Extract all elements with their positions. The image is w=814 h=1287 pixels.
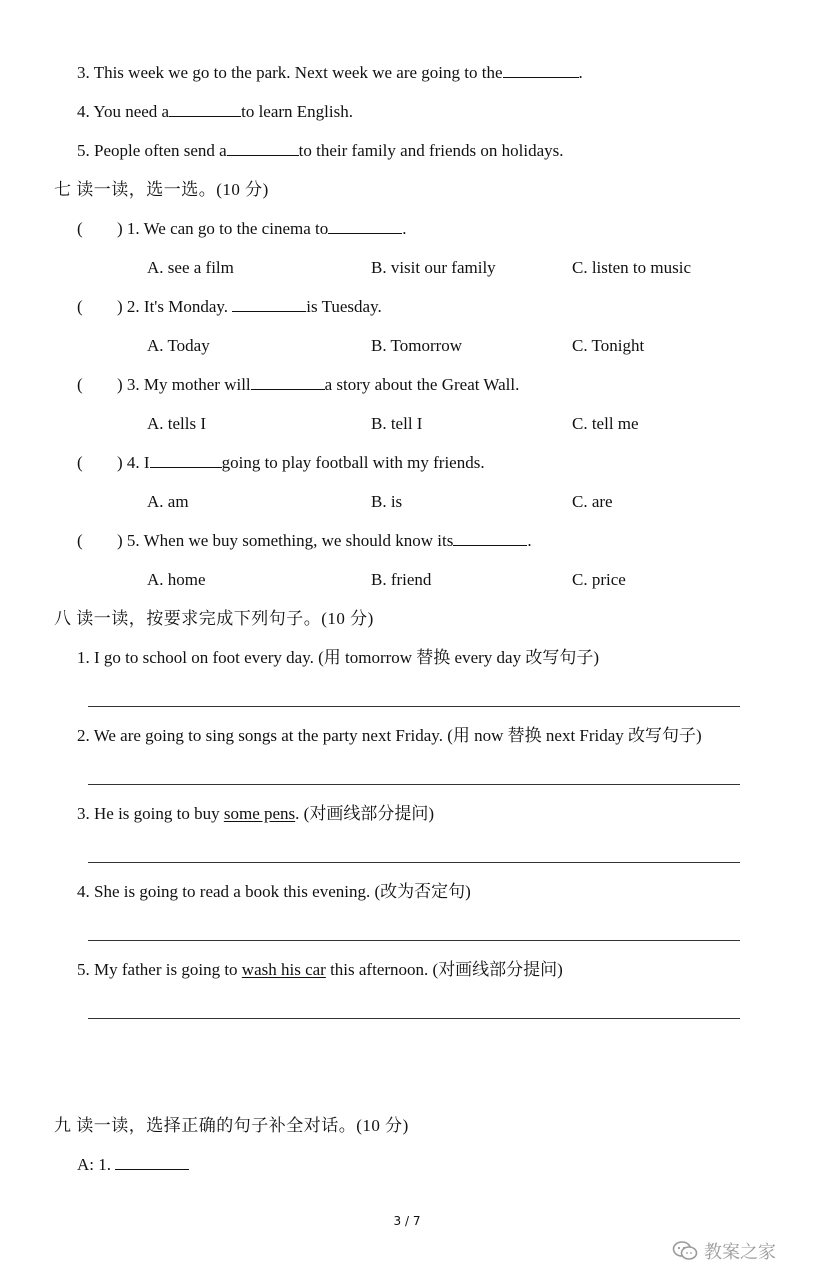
- answer-line[interactable]: [88, 706, 740, 707]
- choice-question-4: ( ) 4. I going to play football with my friends.: [77, 453, 485, 472]
- dialogue-line-1: A: 1.: [77, 1154, 189, 1176]
- answer-blank[interactable]: [227, 140, 299, 156]
- answer-blank[interactable]: [503, 62, 579, 78]
- question-text: .: [578, 63, 583, 82]
- option-b: B. Tomorrow: [371, 336, 463, 355]
- choice-question-3: ( ) 3. My mother will a story about the Great Wall.: [77, 375, 520, 394]
- question-text: 4. You need a: [77, 102, 170, 121]
- option-c: C. Tonight: [572, 336, 645, 355]
- option-a: A. Today: [147, 336, 210, 355]
- choice-question-1: ( ) 1. We can go to the cinema to .: [77, 219, 407, 238]
- section-9-heading: 九 读一读，选择正确的句子补全对话。(10 分): [54, 1116, 409, 1135]
- answer-paren[interactable]: (: [77, 453, 83, 472]
- fill-question-5: [77, 140, 564, 162]
- choice-question-2: ( ) 2. It's Monday. is Tuesday.: [77, 297, 382, 316]
- answer-paren[interactable]: (: [77, 375, 83, 394]
- section-8-heading: 八 读一读，按要求完成下列句子。(10 分): [54, 609, 374, 628]
- option-a: A. am: [147, 492, 189, 511]
- answer-blank: [453, 530, 527, 546]
- underlined-phrase: wash his car: [241, 960, 326, 979]
- answer-blank[interactable]: [115, 1154, 189, 1170]
- page-number: 3 / 7: [393, 1214, 421, 1228]
- choice-question-5: ( ) 5. When we buy something, we should know its .: [77, 531, 532, 550]
- answer-blank: [150, 452, 222, 468]
- question-text: 3. This week we go to the park. Next week we are going to the: [77, 63, 503, 82]
- answer-paren[interactable]: (: [77, 531, 83, 550]
- question-text: to learn English.: [241, 102, 353, 121]
- rewrite-question-1: 1. I go to school on foot every day. (用 tomorrow 替换 every day 改写句子): [77, 648, 600, 667]
- option-a: A. home: [147, 570, 206, 589]
- fill-question-3: [77, 62, 583, 84]
- answer-line[interactable]: [88, 1018, 740, 1019]
- underlined-phrase: some pens: [223, 804, 296, 823]
- answer-line[interactable]: [88, 784, 740, 785]
- option-b: B. tell I: [371, 414, 423, 433]
- option-c: C. price: [572, 570, 626, 589]
- answer-blank[interactable]: [169, 101, 241, 117]
- answer-paren[interactable]: (: [77, 297, 83, 316]
- answer-line[interactable]: [88, 940, 740, 941]
- rewrite-question-4: 4. She is going to read a book this evening. (改为否定句): [77, 882, 471, 901]
- answer-line[interactable]: [88, 862, 740, 863]
- watermark: 教案之家: [672, 1238, 776, 1264]
- answer-blank: [251, 374, 325, 390]
- option-c: C. listen to music: [572, 258, 691, 277]
- rewrite-question-2: 2. We are going to sing songs at the party next Friday. (用 now 替换 next Friday 改写句子): [77, 726, 702, 745]
- section-7-heading: 七 读一读，选一选。(10 分): [54, 180, 269, 199]
- rewrite-question-5: 5. My father is going to wash his car this afternoon. (对画线部分提问): [77, 960, 563, 979]
- question-text: to their family and friends on holidays.: [298, 141, 564, 160]
- chat-bubbles-icon: [672, 1240, 698, 1262]
- rewrite-question-3: 3. He is going to buy some pens. (对画线部分提问): [77, 804, 434, 823]
- option-a: A. see a film: [147, 258, 234, 277]
- option-c: C. are: [572, 492, 613, 511]
- fill-question-4: [77, 101, 353, 123]
- answer-blank: [232, 296, 306, 312]
- answer-paren[interactable]: (: [77, 219, 83, 238]
- answer-blank: [328, 218, 402, 234]
- option-b: B. visit our family: [371, 258, 496, 277]
- question-text: 5. People often send a: [77, 141, 227, 160]
- option-a: A. tells I: [147, 414, 207, 433]
- option-c: C. tell me: [572, 414, 639, 433]
- option-b: B. is: [371, 492, 403, 511]
- option-b: B. friend: [371, 570, 432, 589]
